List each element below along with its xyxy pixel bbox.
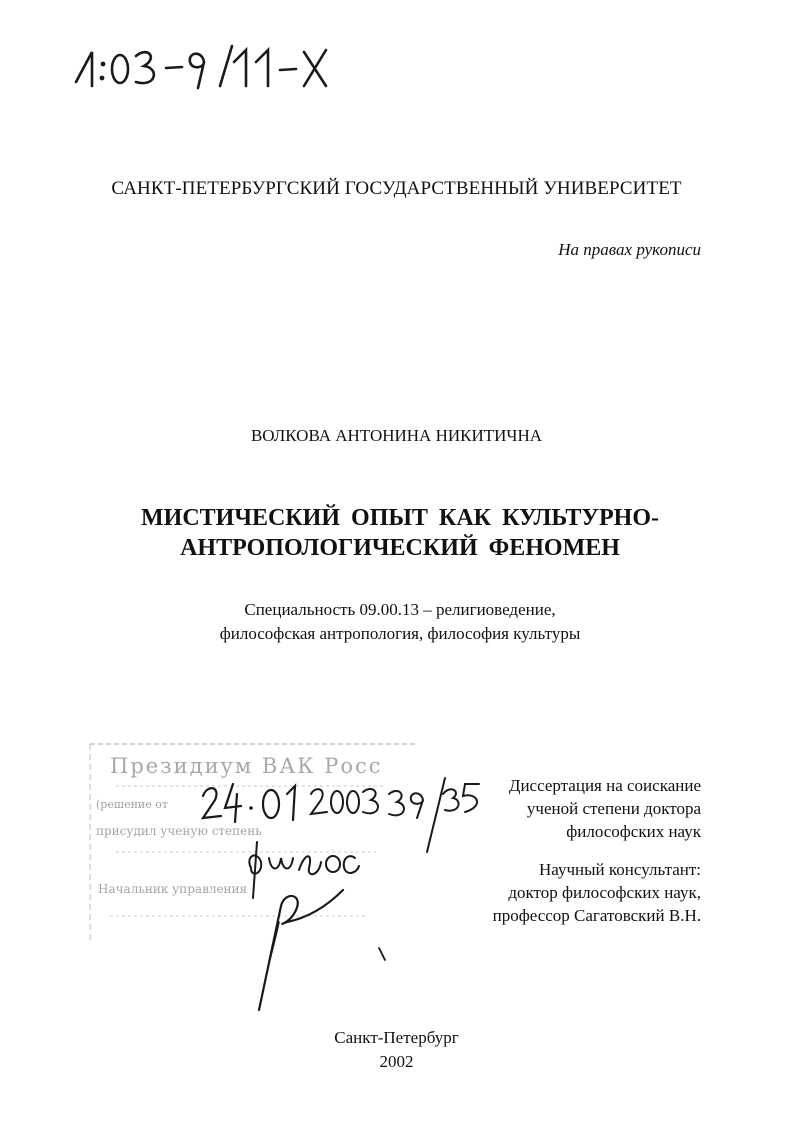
year: 2002 xyxy=(379,1052,414,1071)
title-line-2: АНТРОПОЛОГИЧЕСКИЙ ФЕНОМЕН xyxy=(180,535,620,561)
specialty-block xyxy=(100,598,700,646)
consultant-line-3: профессор Сагатовский В.Н. xyxy=(492,906,701,925)
scientific-consultant-block xyxy=(493,858,701,927)
stamp-line-2: (решение от xyxy=(96,798,168,811)
city: Санкт-Петербург xyxy=(334,1028,459,1047)
degree-line-3: философских наук xyxy=(566,822,701,841)
dissertation-degree-block xyxy=(509,774,701,843)
handwritten-annotation xyxy=(195,772,495,1012)
author-name: ВОЛКОВА АНТОНИНА НИКИТИЧНА xyxy=(250,426,543,445)
specialty-line-1: Специальность 09.00.13 – религиоведение, xyxy=(244,600,556,619)
stamp-line-4: Начальник управления xyxy=(98,882,248,896)
stamp-line-1: Президиум ВАК Росс xyxy=(110,754,383,778)
degree-line-2: ученой степени доктора xyxy=(526,799,701,818)
dissertation-title xyxy=(100,503,700,563)
consultant-line-1: Научный консультант: xyxy=(539,860,701,879)
consultant-line-2: доктор философских наук, xyxy=(508,883,701,902)
specialty-line-2: философская антропология, философия культуры xyxy=(219,624,581,643)
title-line-1: МИСТИЧЕСКИЙ ОПЫТ КАК КУЛЬТУРНО- xyxy=(141,505,659,531)
stamp-line-3: присудил ученую степень xyxy=(96,824,262,838)
manuscript-note: На правах рукописи xyxy=(558,240,701,259)
university-name: САНКТ-ПЕТЕРБУРГСКИЙ ГОСУДАРСТВЕННЫЙ УНИВЕРСИТЕТ xyxy=(111,178,682,199)
degree-line-1: Диссертация на соискание xyxy=(508,776,701,795)
handwritten-catalog-code xyxy=(70,38,330,94)
